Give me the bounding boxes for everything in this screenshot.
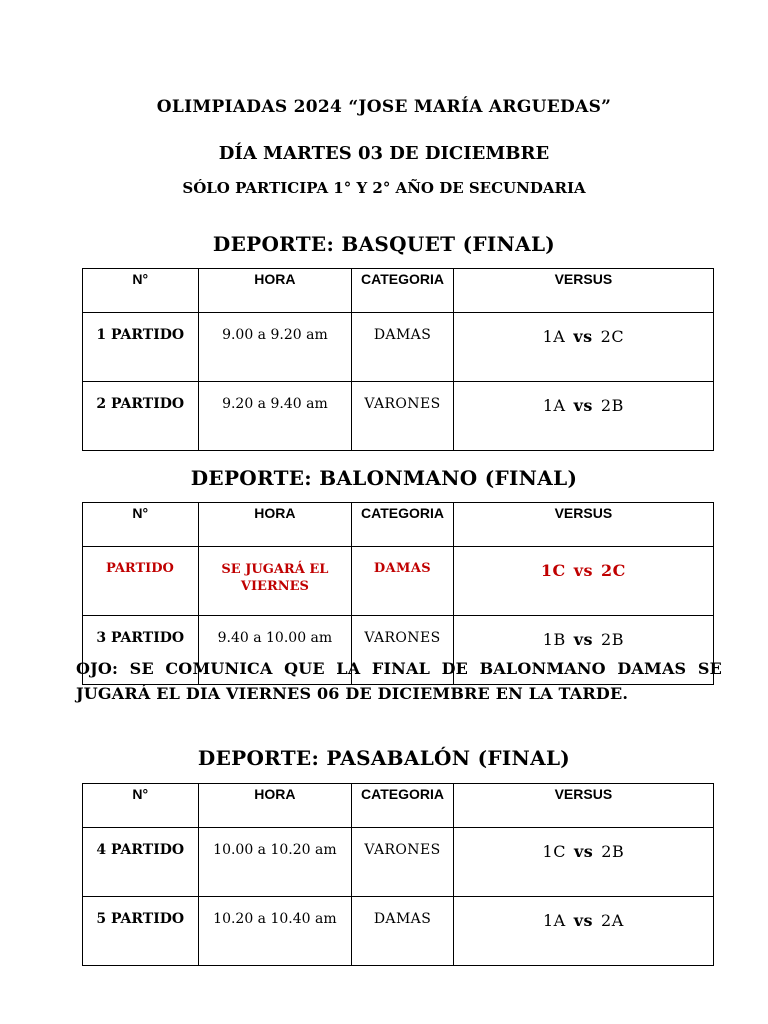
column-header-categoria: CATEGORIA — [352, 503, 453, 547]
column-header-versus: VERSUS — [453, 269, 713, 313]
participants-note: SÓLO PARTICIPA 1° Y 2° AÑO DE SECUNDARIA — [182, 179, 586, 197]
match-category: VARONES — [352, 828, 453, 897]
match-category: DAMAS — [352, 897, 453, 966]
team-a: 1C — [542, 842, 566, 861]
match-number: 3 PARTIDO — [83, 616, 199, 685]
team-b: 2B — [601, 630, 624, 649]
table-header-row — [83, 503, 714, 547]
table-row — [83, 828, 714, 897]
schedule-table-basquet — [82, 268, 714, 451]
team-a: 1A — [542, 327, 566, 346]
vs-label: vs — [573, 911, 594, 930]
section-title-pasabalon: DEPORTE: PASABALÓN (FINAL) — [197, 746, 571, 770]
column-header-hora: HORA — [198, 269, 352, 313]
team-b: 2C — [600, 327, 625, 346]
team-a: 1B — [542, 630, 566, 649]
section-title-basquet: DEPORTE: BASQUET (FINAL) — [212, 232, 556, 256]
team-b: 2B — [600, 396, 624, 415]
notice-paragraph: OJO: SE COMUNICA QUE LA FINAL DE BALONMANO DAMAS SE JUGARÁ EL DIA VIERNES 06 DE DICIEMBRE EN LA TARDE. — [76, 659, 722, 703]
vs-label: vs — [573, 396, 593, 415]
team-b: 2B — [601, 842, 625, 861]
column-header-hora: HORA — [198, 503, 352, 547]
column-header-versus: VERSUS — [453, 503, 713, 547]
match-category: VARONES — [352, 382, 453, 451]
team-a: 1A — [542, 911, 566, 930]
column-header-n: N° — [83, 269, 199, 313]
match-time: 9.20 a 9.40 am — [198, 382, 352, 451]
match-category: VARONES — [352, 616, 453, 685]
match-versus — [453, 828, 713, 897]
column-header-versus: VERSUS — [453, 784, 713, 828]
match-category: DAMAS — [352, 547, 453, 616]
match-time: SE JUGARÁ EL VIERNES — [198, 547, 352, 616]
table-row — [83, 382, 714, 451]
match-number: 1 PARTIDO — [83, 313, 199, 382]
column-header-n: N° — [83, 784, 199, 828]
table-header-row — [83, 784, 714, 828]
match-versus — [453, 382, 713, 451]
event-date: DÍA MARTES 03 DE DICIEMBRE — [218, 143, 550, 164]
vs-label: vs — [573, 327, 593, 346]
match-time: 9.00 a 9.20 am — [198, 313, 352, 382]
vs-label: vs — [573, 630, 594, 649]
vs-label: vs — [573, 842, 594, 861]
match-versus — [453, 897, 713, 966]
vs-label: vs — [573, 561, 594, 580]
team-a: 1C — [540, 561, 566, 580]
match-versus — [453, 547, 713, 616]
column-header-categoria: CATEGORIA — [352, 784, 453, 828]
section-title-balonmano: DEPORTE: BALONMANO (FINAL) — [190, 466, 578, 490]
column-header-n: N° — [83, 503, 199, 547]
column-header-categoria: CATEGORIA — [352, 269, 453, 313]
team-b: 2A — [601, 911, 624, 930]
document-title: OLIMPIADAS 2024 “JOSE MARÍA ARGUEDAS” — [156, 97, 612, 117]
table-row — [83, 313, 714, 382]
match-number: 2 PARTIDO — [83, 382, 199, 451]
match-number: 4 PARTIDO — [83, 828, 199, 897]
team-a: 1A — [542, 396, 566, 415]
table-header-row — [83, 269, 714, 313]
table-row-postponed — [83, 547, 714, 616]
match-category: DAMAS — [352, 313, 453, 382]
team-b: 2C — [601, 561, 626, 580]
table-row — [83, 897, 714, 966]
match-time: 10.20 a 10.40 am — [198, 897, 352, 966]
match-number: 5 PARTIDO — [83, 897, 199, 966]
column-header-hora: HORA — [198, 784, 352, 828]
match-number: PARTIDO — [83, 547, 199, 616]
match-time: 9.40 a 10.00 am — [198, 616, 352, 685]
schedule-table-pasabalon — [82, 783, 714, 966]
match-time: 10.00 a 10.20 am — [198, 828, 352, 897]
match-versus — [453, 313, 713, 382]
